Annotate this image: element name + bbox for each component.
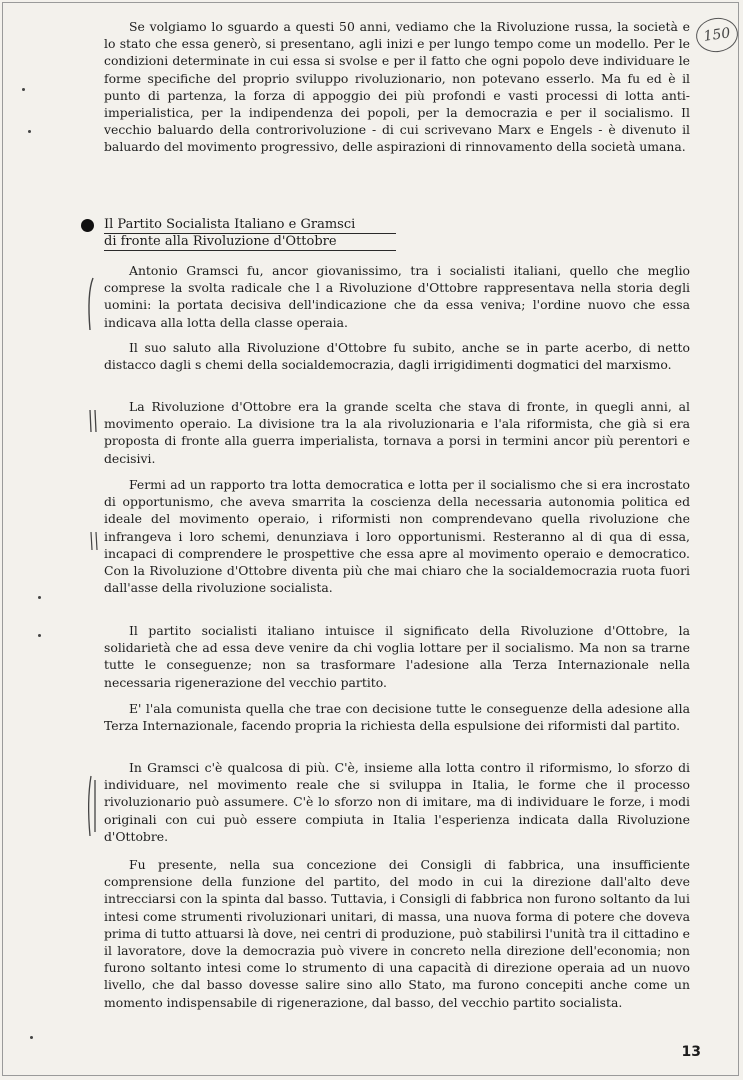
- bullet-icon: [81, 219, 94, 232]
- paragraph-block-2: [104, 262, 690, 331]
- scan-speck: [22, 88, 25, 91]
- intro-block: [104, 18, 690, 156]
- paragraph-block-9: [104, 856, 690, 1011]
- section-heading-line-1: Il Partito Socialista Italiano e Gramsci: [104, 217, 356, 232]
- paragraph-block-4: [104, 398, 690, 467]
- scan-speck: [30, 1036, 33, 1039]
- paragraph-block-8: [104, 759, 690, 845]
- paragraph: Il suo saluto alla Rivoluzione d'Ottobre fu subito, anche se in parte acerbo, di netto distacco dagli s chemi della socialdemocrazia, dagli irrigidimenti dogmatici del marxismo.: [104, 340, 690, 373]
- paragraph-block-6: [104, 622, 690, 691]
- paragraph: Il partito socialisti italiano intuisce il significato della Rivoluzione d'Ottobre, la solidarietà che ad essa deve venire da chi voglia lottare per il socialismo. Ma non sa trarne tutte le conseguenze; non sa trasformare l'adesione alla Terza Internazionale nella necessaria rigenerazione del vecchio partito.: [104, 623, 690, 690]
- margin-bracket-mark: [84, 276, 98, 332]
- paragraph: Fu presente, nella sua concezione dei Consigli di fabbrica, una insufficiente comprensione della funzione del partito, del modo in cui la direzione dall'alto deve intrecciarsi con la spinta dal basso. Tuttavia, i Consigli di fabbrica non furono soltanto da lui intesi come strumenti rivoluzionari unitari, di massa, una nuova forma di potere che doveva prima di tutto attuarsi là dove, nei centri di produzione, può stabilirsi l'unità tra il cittadino e il lavoratore, dove la democrazia può vivere in concreto nella direzione dell'economia; non furono soltanto intesi come lo strumento di una capacità di direzione operaia ad un nuovo livello, che dal basso dovesse salire sino allo Stato, ma furono concepiti anche come un momento indispensabile di rigenerazione, dal basso, del vecchio partito socialista.: [104, 857, 690, 1010]
- paragraph: La Rivoluzione d'Ottobre era la grande scelta che stava di fronte, in quegli anni, al movimento operaio. La divisione tra la ala rivoluzionaria e l'ala riformista, che già si era proposta di fronte alla guerra imperialista, tornava a porsi in termini ancor più perentori e decisivi.: [104, 399, 690, 466]
- paragraph-block-5: [104, 476, 690, 596]
- paragraph: Fermi ad un rapporto tra lotta democratica e lotta per il socialismo che si era incrostato di opportunismo, che aveva smarrita la coscienza della necessaria autonomia politica ed ideale del movimento operaio, i riformisti non comprendevano quella rivoluzione che infrangeva i loro schemi, denunziava i loro opportunismi. Resteranno al di qua di essa, incapaci di comprendere le prospettive che essa apre al movimento operaio e democratico. Con la Rivoluzione d'Ottobre diventa più che mai chiaro che la socialdemocrazia ruota fuori dall'asse della rivoluzione socialista.: [104, 477, 690, 596]
- paragraph-block-3: [104, 339, 690, 373]
- paragraph: Antonio Gramsci fu, ancor giovanissimo, tra i socialisti italiani, quello che meglio comprese la svolta radicale che l a Rivoluzione d'Ottobre rappresentava nella storia degli uomini: la portata decisiva dell'indicazione che da essa veniva; l'ordine nuovo che essa indicava alla lotta della classe operaia.: [104, 263, 690, 330]
- margin-double-stroke-mark: [88, 530, 100, 552]
- paragraph-block-7: [104, 700, 690, 734]
- scan-speck: [38, 596, 41, 599]
- margin-double-stroke-mark: [86, 408, 100, 434]
- page-number: 13: [681, 1044, 701, 1060]
- heading-underline-2: [104, 250, 396, 251]
- scan-speck: [38, 634, 41, 637]
- scan-speck: [28, 130, 31, 133]
- paragraph: In Gramsci c'è qualcosa di più. C'è, insieme alla lotta contro il riformismo, lo sforzo di individuare, nel movimento reale che si sviluppa in Italia, le forme che il processo rivoluzionario può assumere. C'è lo sforzo non di imitare, ma di individuare le forze, i modi originali con cui può essere compiuta in Italia l'esperienza indicata dalla Rivoluzione d'Ottobre.: [104, 760, 690, 844]
- section-heading-line-2: di fronte alla Rivoluzione d'Ottobre: [104, 234, 337, 249]
- margin-bracket-mark: [85, 774, 99, 838]
- heading-underline-1: [104, 233, 396, 234]
- handwritten-page-annotation: 150: [694, 15, 740, 55]
- paragraph-intro: Se volgiamo lo sguardo a questi 50 anni, vediamo che la Rivoluzione russa, la società e lo stato che essa generò, si presentano, agli inizi e per lungo tempo come un modello. Per le condizioni determinate in cui essa si svolse e per il fatto che ogni popolo deve individuare le forme specifiche del proprio sviluppo rivoluzionario, non potevano esserlo. Ma fu ed è il punto di partenza, la forza di appoggio dei più profondi e vasti processi di lotta anti-imperialistica, per la indipendenza dei popoli, per la democrazia e per il socialismo. Il vecchio baluardo della controrivoluzione - di cui scrivevano Marx e Engels - è divenuto il baluardo del movimento progressivo, delle aspirazioni di rinnovamento della società umana.: [104, 19, 690, 155]
- paragraph: E' l'ala comunista quella che trae con decisione tutte le conseguenze della adesione alla Terza Internazionale, facendo propria la richiesta della espulsione dei riformisti dal partito.: [104, 701, 690, 734]
